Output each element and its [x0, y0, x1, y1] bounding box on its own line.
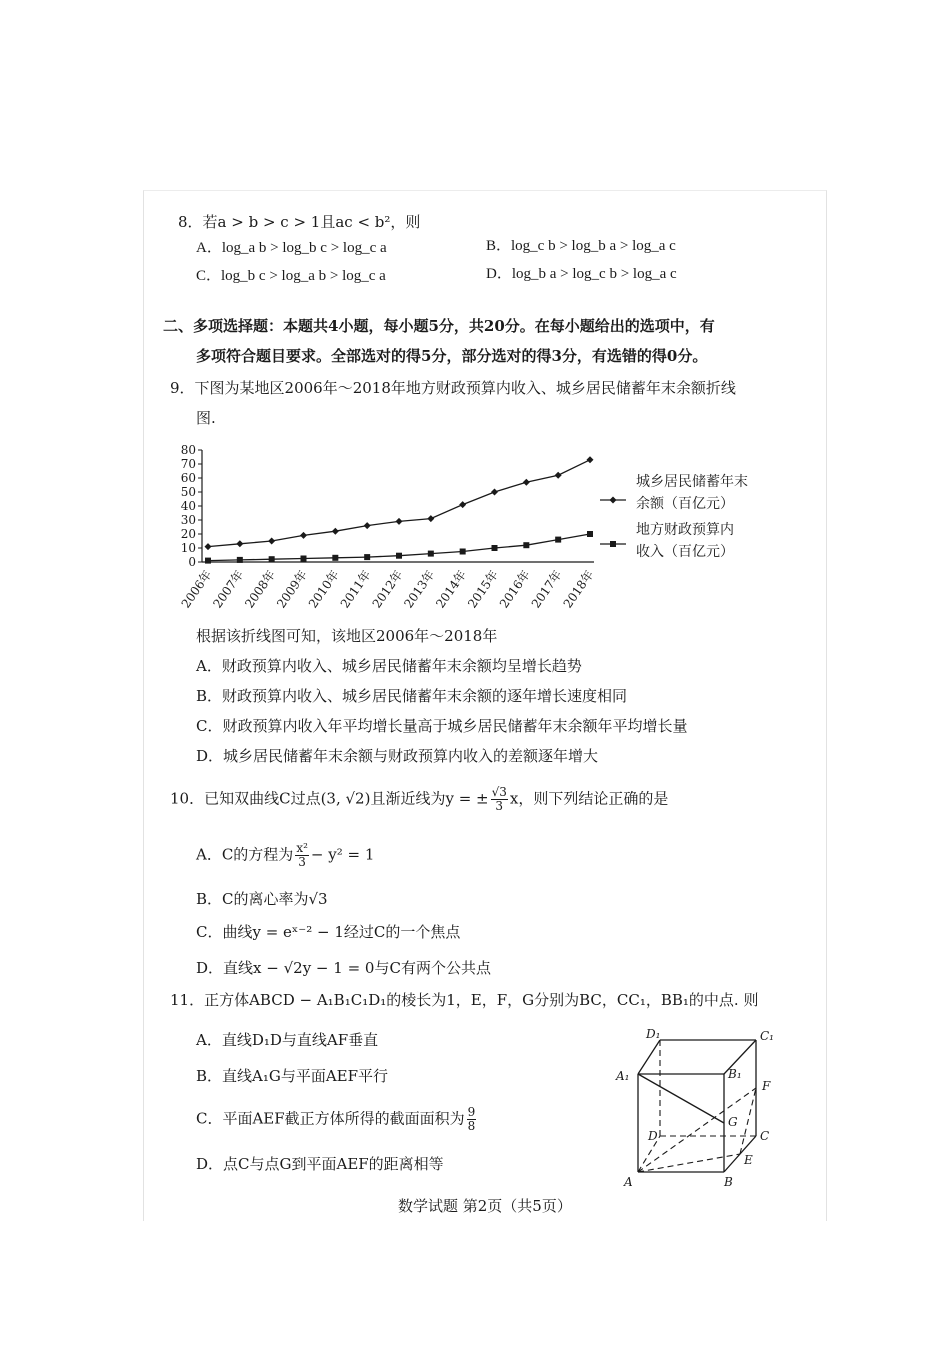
legend-label-line2: 收入（百亿元） [636, 544, 734, 560]
q10-option-a-frac-num: x² [296, 841, 308, 855]
savings-point [587, 456, 594, 463]
y-tick-label: 20 [180, 527, 196, 541]
q8-option-c: C．log_b c > log_a b > log_c a [196, 268, 386, 284]
q10-option-a [196, 842, 374, 869]
edge-a1-d1 [638, 1040, 660, 1074]
q9-option-a: A．财政预算内收入、城乡居民储蓄年末余额均呈增长趋势 [196, 657, 582, 675]
cube-figure [610, 1024, 790, 1192]
revenue-point [587, 531, 593, 537]
q10-option-d: D．直线x − √2y − 1 = 0与C有两个公共点 [196, 959, 491, 977]
label-b1: B₁ [728, 1067, 742, 1081]
x-axis [178, 562, 597, 611]
y-tick-label: 60 [180, 471, 196, 485]
q8-option-a: A．log_a b > log_b c > log_c a [196, 240, 387, 256]
q11-option-c-frac-den: 8 [467, 1119, 476, 1133]
q11-option-b: B．直线A₁G与平面AEF平行 [196, 1067, 389, 1085]
q8-option-b: B．log_c b > log_b a > log_a c [486, 238, 676, 254]
y-tick-label: 40 [180, 499, 196, 513]
q10-option-b: B．C的离心率为√3 [196, 890, 328, 908]
x-tick-label: 2006年 [178, 567, 215, 611]
savings-point [300, 532, 307, 539]
savings-point [459, 501, 466, 508]
label-f: F [762, 1079, 771, 1093]
q9-stem-line1: 9．下图为某地区2006年～2018年地方财政预算内收入、城乡居民储蓄年末余额折线 [170, 379, 736, 397]
revenue-point [428, 551, 434, 557]
q11-option-a: A．直线D₁D与直线AF垂直 [196, 1031, 379, 1049]
revenue-point [492, 545, 498, 551]
line-chart [168, 438, 788, 628]
savings-point [236, 540, 243, 547]
label-g: G [728, 1115, 738, 1129]
legend-label-line1: 地方财政预算内 [636, 522, 734, 538]
x-tick-label: 2017年 [528, 567, 565, 611]
q10-stem-suffix: x，则下列结论正确的是 [509, 789, 669, 808]
revenue-point [523, 542, 529, 548]
savings-point [205, 543, 212, 550]
y-tick-label: 50 [180, 485, 196, 499]
page-footer: 数学试题 第2页（共5页） [398, 1197, 572, 1215]
q11-option-c-prefix: C．平面AEF截正方体所得的截面面积为 [196, 1109, 465, 1128]
q10-option-a-frac-den: 3 [298, 855, 306, 869]
y-tick-label: 0 [188, 555, 196, 569]
savings-point [523, 479, 530, 486]
x-tick-label: 2018年 [560, 567, 597, 611]
segment-a1-g [638, 1074, 724, 1123]
x-tick-label: 2010年 [305, 567, 342, 611]
revenue-point [301, 556, 307, 562]
x-tick-label: 2015年 [465, 567, 501, 611]
label-b: B [724, 1175, 733, 1189]
y-axis [181, 443, 202, 569]
label-c: C [760, 1129, 770, 1143]
revenue-point [205, 558, 211, 564]
q11-stem: 11．正方体ABCD − A₁B₁C₁D₁的棱长为1，E，F，G分别为BC，CC₁，BB₁的中点. 则 [170, 991, 759, 1009]
q10-stem [170, 786, 668, 813]
y-tick-label: 10 [180, 541, 196, 555]
series-layer [205, 456, 594, 563]
revenue-point [396, 553, 402, 559]
y-tick-label: 30 [180, 513, 196, 527]
section2-heading-line1: 二、多项选择题：本题共4小题，每小题5分，共20分。在每小题给出的选项中，有 [163, 317, 715, 335]
x-tick-label: 2011年 [337, 567, 374, 611]
legend [600, 473, 748, 560]
q10-frac-den: 3 [495, 799, 504, 813]
q9-stem-line2: 图. [196, 409, 216, 427]
x-tick-label: 2014年 [433, 567, 470, 611]
q9-option-c: C．财政预算内收入年平均增长量高于城乡居民储蓄年末余额年平均增长量 [196, 717, 688, 735]
q10-option-a-fraction [295, 842, 309, 869]
q10-frac-num: √3 [491, 785, 507, 799]
q9-option-b: B．财政预算内收入、城乡居民储蓄年末余额的逐年增长速度相同 [196, 687, 628, 705]
x-tick-label: 2013年 [401, 567, 438, 611]
q11-option-c [196, 1106, 478, 1133]
section2-heading-line2: 多项符合题目要求。全部选对的得5分，部分选对的得3分，有选错的得0分。 [196, 347, 708, 365]
q9-option-d: D．城乡居民储蓄年末余额与财政预算内收入的差额逐年增大 [196, 747, 599, 765]
y-tick-label: 80 [180, 443, 196, 457]
revenue-point [269, 556, 275, 562]
label-a1: A₁ [616, 1069, 630, 1083]
savings-point [491, 489, 498, 496]
revenue-point [237, 557, 243, 563]
q11-option-d: D．点C与点G到平面AEF的距离相等 [196, 1155, 444, 1173]
q11-option-c-fraction [467, 1106, 477, 1133]
x-tick-label: 2008年 [242, 567, 279, 611]
label-d1: D₁ [646, 1027, 661, 1041]
label-d: D [648, 1129, 658, 1143]
legend-label-line1: 城乡居民储蓄年末 [636, 474, 748, 490]
label-c1: C₁ [760, 1029, 774, 1043]
label-e: E [744, 1153, 753, 1167]
x-tick-label: 2012年 [369, 567, 406, 611]
savings-point [396, 518, 403, 525]
x-tick-label: 2016年 [496, 567, 533, 611]
revenue-point [364, 554, 370, 560]
savings-point [268, 538, 275, 545]
savings-point [364, 522, 371, 529]
savings-line [208, 460, 590, 547]
q10-stem-prefix: 10．已知双曲线C过点(3, √2)且渐近线为y = ± [170, 789, 489, 808]
revenue-point [460, 549, 466, 555]
savings-point [332, 528, 339, 535]
q11-option-c-frac-num: 9 [467, 1105, 476, 1119]
q10-asymptote-fraction [491, 786, 508, 813]
q10-option-a-prefix: A．C的方程为 [196, 845, 294, 864]
x-tick-label: 2009年 [274, 567, 310, 611]
segment-a-e-hidden [638, 1154, 740, 1172]
revenue-point [332, 555, 338, 561]
legend-marker-diamond [610, 497, 617, 504]
q9-conclusion: 根据该折线图可知，该地区2006年～2018年 [196, 627, 498, 645]
legend-label-line2: 余额（百亿元） [636, 496, 734, 512]
label-a: A [624, 1175, 633, 1189]
q10-option-a-suffix: − y² = 1 [310, 845, 375, 864]
q8-stem: 8．若a > b > c > 1且ac < b²，则 [178, 213, 421, 231]
revenue-point [555, 537, 561, 543]
savings-point [555, 472, 562, 479]
legend-marker-square [610, 541, 616, 547]
q10-option-c: C．曲线y = eˣ⁻² − 1经过C的一个焦点 [196, 923, 461, 941]
savings-point [427, 515, 434, 522]
q8-option-d: D．log_b a > log_c b > log_a c [486, 266, 677, 282]
y-tick-label: 70 [180, 457, 196, 471]
x-tick-label: 2007年 [210, 567, 247, 611]
